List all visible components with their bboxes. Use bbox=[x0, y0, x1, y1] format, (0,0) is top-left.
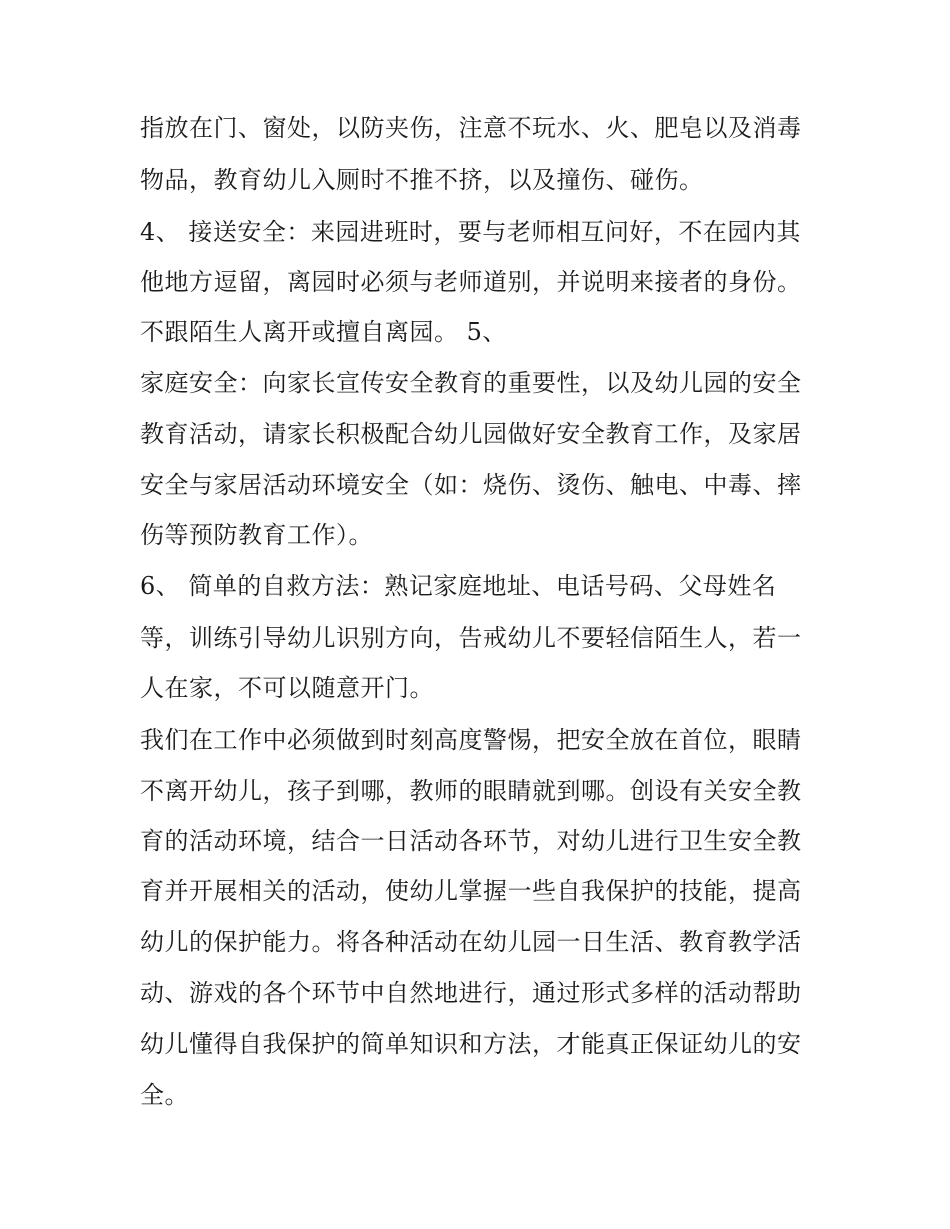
text-line: 家庭安全：向家长宣传安全教育的重要性，以及幼儿园的安全 bbox=[140, 369, 802, 397]
text-line: 育并开展相关的活动，使幼儿掌握一些自我保护的技能，提高 bbox=[140, 877, 802, 905]
text-line: 物品，教育幼儿入厕时不推不挤，以及撞伤、碰伤。 bbox=[140, 166, 704, 194]
text-line: 他地方逗留，离园时必须与老师道别，并说明来接者的身份。 bbox=[140, 268, 802, 296]
text-line: 不离开幼儿，孩子到哪，教师的眼睛就到哪。创设有关安全教 bbox=[140, 777, 802, 805]
text-line: 育的活动环境，结合一日活动各环节，对幼儿进行卫生安全教 bbox=[140, 827, 802, 855]
text-line: 我们在工作中必须做到时刻高度警惕，把安全放在首位，眼睛 bbox=[140, 726, 802, 754]
text-line: 教育活动，请家长积极配合幼儿园做好安全教育工作，及家居 bbox=[140, 420, 802, 448]
text-line: 等，训练引导幼儿识别方向，告戒幼儿不要轻信陌生人，若一 bbox=[140, 624, 802, 652]
text-line: 全。 bbox=[140, 1081, 189, 1109]
text-line: 幼儿的保护能力。将各种活动在幼儿园一日生活、教育教学活 bbox=[140, 928, 802, 956]
text-line: 4、 接送安全：来园进班时，要与老师相互问好，不在园内其 bbox=[140, 218, 801, 246]
text-line: 安全与家居活动环境安全（如：烧伤、烫伤、触电、中毒、摔 bbox=[140, 471, 802, 499]
text-line: 幼儿懂得自我保护的简单知识和方法，才能真正保证幼儿的安 bbox=[140, 1030, 802, 1058]
text-line: 6、 简单的自救方法：熟记家庭地址、电话号码、父母姓名 bbox=[140, 572, 777, 600]
text-line: 不跟陌生人离开或擅自离园。 5、 bbox=[140, 318, 507, 346]
text-line: 伤等预防教育工作）。 bbox=[140, 521, 373, 549]
text-line: 动、游戏的各个环节中自然地进行，通过形式多样的活动帮助 bbox=[140, 979, 802, 1007]
text-line: 指放在门、窗处，以防夹伤，注意不玩水、火、肥皂以及消毒 bbox=[140, 114, 802, 142]
text-line: 人在家，不可以随意开门。 bbox=[140, 674, 434, 702]
